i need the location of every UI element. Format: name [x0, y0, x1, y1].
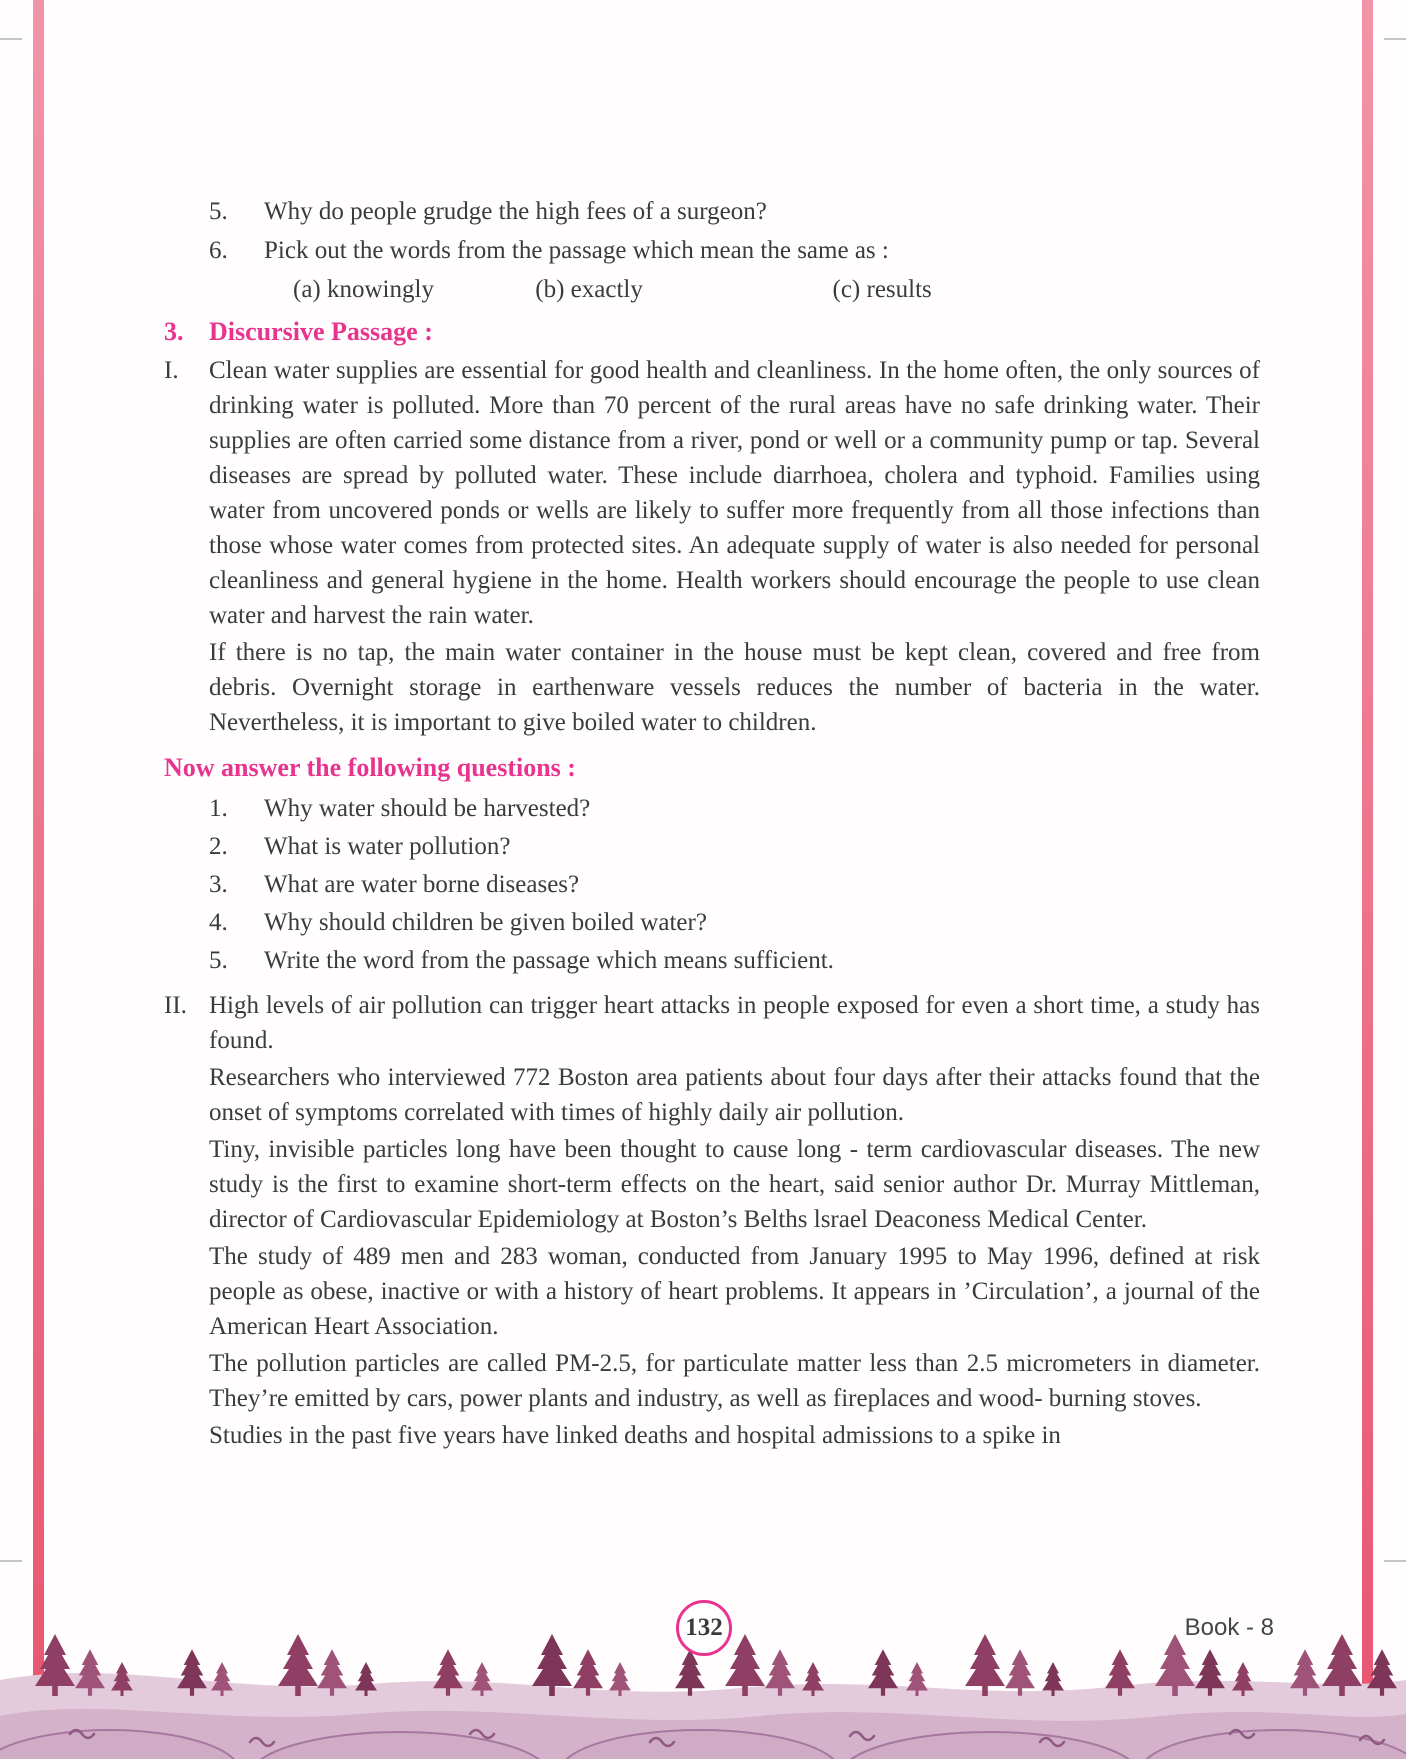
- question-number: 1.: [209, 795, 228, 822]
- question-text: What are water borne diseases?: [264, 871, 580, 898]
- question-number: 2.: [209, 833, 228, 860]
- question-item-4: [164, 904, 1260, 942]
- left-border-stripe: [33, 0, 44, 1759]
- book-label: Book - 8: [1184, 1614, 1274, 1641]
- word-option-a: (a) knowingly: [293, 276, 434, 303]
- right-border-stripe: [1362, 0, 1373, 1759]
- word-option-b: (b) exactly: [535, 276, 643, 303]
- question-text: What is water pollution?: [264, 833, 511, 860]
- section-heading-discursive-passage: [164, 311, 1260, 353]
- registration-mark: [1384, 1560, 1406, 1562]
- passage-two-label: II.: [164, 992, 187, 1019]
- questions-heading: Now answer the following questions :: [164, 753, 576, 782]
- question-item-3: [164, 866, 1260, 904]
- question-number: 4.: [209, 909, 228, 936]
- exercise-item-5: [164, 192, 1260, 231]
- registration-mark: [1384, 38, 1406, 40]
- word-option-c: (c) results: [832, 276, 932, 303]
- passage-two-paragraph-4: The study of 489 men and 283 woman, conducted from January 1995 to May 1996, defined at risk people as obese, inactive or with a history of heart problems. It appears in ’Circulation’, a journal of the American Heart Association.: [209, 1243, 1260, 1340]
- passage-two-paragraph-1: High levels of air pollution can trigger heart attacks in people exposed for even a short time, a study has found.: [209, 992, 1260, 1054]
- registration-mark: [0, 38, 22, 40]
- question-item-2: [164, 828, 1260, 866]
- passage-two-paragraph-6: Studies in the past five years have linked deaths and hospital admissions to a spike in: [209, 1422, 1061, 1449]
- question-text: Why should children be given boiled water?: [264, 909, 707, 936]
- passage-two-paragraph-5: The pollution particles are called PM-2.5, for particulate matter less than 2.5 micrometers in diameter. They’re emitted by cars, power plants and industry, as well as fireplaces and wood- burning stoves.: [209, 1350, 1260, 1412]
- registration-mark: [0, 1560, 22, 1562]
- section-title: Discursive Passage :: [209, 317, 433, 346]
- passage-two: [164, 988, 1260, 1453]
- exercise-item-6: [164, 231, 1260, 270]
- passage-one-paragraph-1: Clean water supplies are essential for good health and cleanliness. In the home often, the only sources of drinking water is polluted. More than 70 percent of the rural areas have no safe drinking water. Their supplies are often carried some distance from a river, pond or well or a community pump or tap. Several diseases are spread by polluted water. These include diarrhoea, cholera and typhoid. Families using water from uncovered ponds or wells are likely to suffer more frequently from all those infections than those whose water comes from protected sites. An adequate supply of water is also needed for personal cleanliness and general hygiene in the home. Health workers should encourage the people to use clean water and harvest the rain water.: [209, 357, 1260, 629]
- question-number: 5.: [209, 947, 228, 974]
- item-text: Why do people grudge the high fees of a surgeon?: [264, 198, 767, 225]
- question-item-1: [164, 790, 1260, 828]
- section-number: 3.: [164, 317, 184, 346]
- item-text: Pick out the words from the passage which mean the same as :: [264, 237, 889, 264]
- word-options-row: [164, 270, 1260, 309]
- passage-two-paragraph-2: Researchers who interviewed 772 Boston area patients about four days after their attacks found that the onset of symptoms correlated with times of highly daily air pollution.: [209, 1064, 1260, 1126]
- item-number: 5.: [209, 198, 228, 225]
- passage-one: [164, 353, 1260, 740]
- page-number-badge: [676, 1600, 732, 1656]
- passage-one-label: I.: [164, 357, 179, 384]
- question-text: Write the word from the passage which means sufficient.: [264, 947, 834, 974]
- question-item-5: [164, 942, 1260, 980]
- page-content: [164, 192, 1260, 1453]
- item-number: 6.: [209, 237, 228, 264]
- passage-two-paragraph-3: Tiny, invisible particles long have been thought to cause long - term cardiovascular diseases. The new study is the first to examine short-term effects on the heart, said senior author Dr. Murray Mittleman, director of Cardiovascular Epidemiology at Boston’s Belths lsrael Deaconess Medical Center.: [209, 1136, 1260, 1233]
- passage-one-paragraph-2: If there is no tap, the main water container in the house must be kept clean, covered and free from debris. Overnight storage in earthenware vessels reduces the number of bacteria in the water. Nevertheless, it is important to give boiled water to children.: [209, 639, 1260, 736]
- question-text: Why water should be harvested?: [264, 795, 591, 822]
- page-number: 132: [685, 1614, 723, 1641]
- question-number: 3.: [209, 871, 228, 898]
- questions-list: [164, 790, 1260, 980]
